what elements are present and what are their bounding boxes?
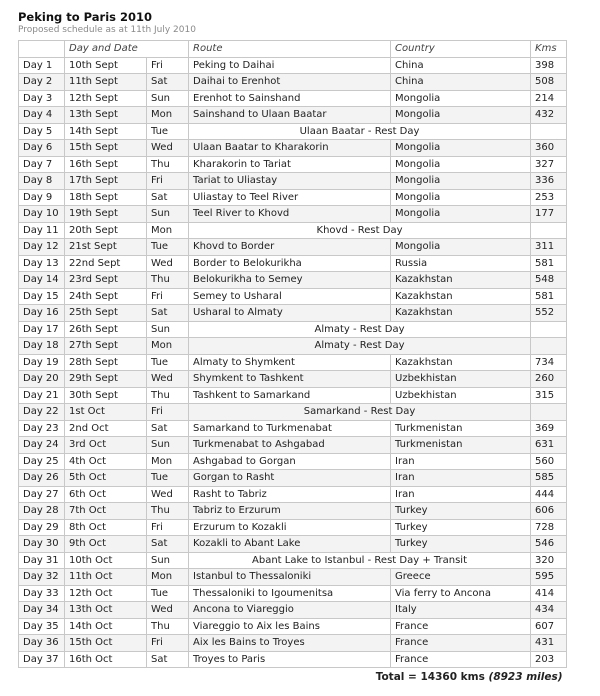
cell-kms: 214 [531, 90, 567, 107]
table-body [19, 57, 567, 668]
cell-date: 19th Sept [65, 206, 147, 223]
cell-day: Day 30 [19, 536, 65, 553]
cell-date: 2nd Oct [65, 420, 147, 437]
cell-day: Day 21 [19, 387, 65, 404]
cell-weekday: Thu [147, 387, 189, 404]
cell-weekday: Wed [147, 602, 189, 619]
cell-route: Kharakorin to Tariat [189, 156, 391, 173]
cell-kms [531, 123, 567, 140]
cell-country: Uzbekhistan [391, 371, 531, 388]
cell-rest-day: Almaty - Rest Day [189, 321, 531, 338]
table-row [19, 585, 567, 602]
cell-kms: 606 [531, 503, 567, 520]
cell-weekday: Mon [147, 107, 189, 124]
cell-country: Turkmenistan [391, 420, 531, 437]
cell-kms: 548 [531, 272, 567, 289]
table-row [19, 437, 567, 454]
cell-kms: 414 [531, 585, 567, 602]
cell-date: 24th Sept [65, 288, 147, 305]
cell-weekday: Wed [147, 371, 189, 388]
page-title: Peking to Paris 2010 [18, 10, 152, 24]
table-row [19, 519, 567, 536]
cell-weekday: Tue [147, 470, 189, 487]
table-row [19, 222, 567, 239]
cell-kms: 327 [531, 156, 567, 173]
cell-country: Greece [391, 569, 531, 586]
cell-date: 23rd Sept [65, 272, 147, 289]
cell-day: Day 10 [19, 206, 65, 223]
cell-date: 5th Oct [65, 470, 147, 487]
cell-kms: 315 [531, 387, 567, 404]
cell-kms: 508 [531, 74, 567, 91]
cell-country: Mongolia [391, 107, 531, 124]
cell-country: France [391, 635, 531, 652]
cell-country: Kazakhstan [391, 354, 531, 371]
table-row [19, 156, 567, 173]
cell-route: Khovd to Border [189, 239, 391, 256]
cell-day: Day 23 [19, 420, 65, 437]
cell-kms: 631 [531, 437, 567, 454]
table-row [19, 453, 567, 470]
total-row [19, 668, 567, 686]
table-row [19, 140, 567, 157]
cell-weekday: Sun [147, 321, 189, 338]
cell-rest-day: Ulaan Baatar - Rest Day [189, 123, 531, 140]
cell-day: Day 25 [19, 453, 65, 470]
cell-country: Iran [391, 453, 531, 470]
total-kms: Total = 14360 kms [375, 671, 485, 684]
cell-country: Kazakhstan [391, 272, 531, 289]
cell-date: 12th Sept [65, 90, 147, 107]
cell-country: Mongolia [391, 173, 531, 190]
table-row [19, 635, 567, 652]
cell-weekday: Fri [147, 519, 189, 536]
cell-day: Day 35 [19, 618, 65, 635]
table-row [19, 288, 567, 305]
table-row [19, 255, 567, 272]
table-row [19, 503, 567, 520]
table-row [19, 569, 567, 586]
table-row [19, 602, 567, 619]
cell-date: 26th Sept [65, 321, 147, 338]
cell-rest-day: Abant Lake to Istanbul - Rest Day + Transit [189, 552, 531, 569]
cell-day: Day 3 [19, 90, 65, 107]
cell-day: Day 8 [19, 173, 65, 190]
cell-date: 27th Sept [65, 338, 147, 355]
cell-day: Day 1 [19, 57, 65, 74]
cell-kms: 560 [531, 453, 567, 470]
cell-weekday: Mon [147, 569, 189, 586]
table-row [19, 107, 567, 124]
cell-weekday: Sun [147, 552, 189, 569]
cell-date: 6th Oct [65, 486, 147, 503]
cell-weekday: Sun [147, 437, 189, 454]
cell-weekday: Sat [147, 536, 189, 553]
cell-weekday: Sun [147, 90, 189, 107]
cell-date: 22nd Sept [65, 255, 147, 272]
cell-weekday: Thu [147, 272, 189, 289]
cell-route: Aix les Bains to Troyes [189, 635, 391, 652]
cell-kms: 320 [531, 552, 567, 569]
cell-kms: 581 [531, 288, 567, 305]
cell-country: Mongolia [391, 189, 531, 206]
cell-country: Turkey [391, 503, 531, 520]
cell-kms: 432 [531, 107, 567, 124]
cell-route: Border to Belokurikha [189, 255, 391, 272]
total-miles: (8923 miles) [488, 671, 563, 684]
cell-kms: 728 [531, 519, 567, 536]
cell-day: Day 19 [19, 354, 65, 371]
cell-weekday: Tue [147, 585, 189, 602]
cell-day: Day 5 [19, 123, 65, 140]
cell-weekday: Mon [147, 338, 189, 355]
cell-country: Turkmenistan [391, 437, 531, 454]
cell-rest-day: Almaty - Rest Day [189, 338, 531, 355]
cell-route: Sainshand to Ulaan Baatar [189, 107, 391, 124]
cell-weekday: Sat [147, 651, 189, 668]
cell-day: Day 15 [19, 288, 65, 305]
table-row [19, 404, 567, 421]
cell-day: Day 31 [19, 552, 65, 569]
cell-country: Kazakhstan [391, 305, 531, 322]
table-row [19, 420, 567, 437]
table-row [19, 354, 567, 371]
cell-kms: 177 [531, 206, 567, 223]
cell-weekday: Fri [147, 404, 189, 421]
cell-weekday: Fri [147, 288, 189, 305]
cell-kms: 336 [531, 173, 567, 190]
cell-route: Samarkand to Turkmenabat [189, 420, 391, 437]
cell-date: 25th Sept [65, 305, 147, 322]
cell-day: Day 28 [19, 503, 65, 520]
cell-date: 7th Oct [65, 503, 147, 520]
cell-weekday: Thu [147, 156, 189, 173]
cell-day: Day 32 [19, 569, 65, 586]
table-row [19, 74, 567, 91]
cell-kms [531, 321, 567, 338]
cell-kms: 585 [531, 470, 567, 487]
table-row [19, 536, 567, 553]
cell-weekday: Mon [147, 222, 189, 239]
cell-route: Tashkent to Samarkand [189, 387, 391, 404]
cell-date: 11th Oct [65, 569, 147, 586]
cell-date: 21st Sept [65, 239, 147, 256]
cell-day: Day 14 [19, 272, 65, 289]
cell-day: Day 22 [19, 404, 65, 421]
total-cell [19, 668, 567, 686]
cell-country: China [391, 74, 531, 91]
cell-date: 28th Sept [65, 354, 147, 371]
cell-kms: 203 [531, 651, 567, 668]
cell-date: 15th Oct [65, 635, 147, 652]
cell-kms: 431 [531, 635, 567, 652]
cell-kms: 595 [531, 569, 567, 586]
cell-country: Iran [391, 470, 531, 487]
cell-kms: 444 [531, 486, 567, 503]
cell-weekday: Sun [147, 206, 189, 223]
cell-route: Istanbul to Thessaloniki [189, 569, 391, 586]
table-row [19, 90, 567, 107]
cell-day: Day 34 [19, 602, 65, 619]
cell-rest-day: Samarkand - Rest Day [189, 404, 531, 421]
cell-date: 16th Oct [65, 651, 147, 668]
cell-kms: 398 [531, 57, 567, 74]
cell-day: Day 12 [19, 239, 65, 256]
cell-date: 12th Oct [65, 585, 147, 602]
cell-day: Day 4 [19, 107, 65, 124]
cell-kms: 546 [531, 536, 567, 553]
header-day-and-date: Day and Date [65, 41, 189, 58]
cell-rest-day: Khovd - Rest Day [189, 222, 531, 239]
table-row [19, 618, 567, 635]
cell-day: Day 16 [19, 305, 65, 322]
cell-date: 13th Oct [65, 602, 147, 619]
table-header-row [19, 41, 567, 58]
cell-kms: 260 [531, 371, 567, 388]
cell-day: Day 29 [19, 519, 65, 536]
cell-day: Day 7 [19, 156, 65, 173]
table-row [19, 552, 567, 569]
cell-country: Turkey [391, 536, 531, 553]
cell-date: 13th Sept [65, 107, 147, 124]
cell-weekday: Fri [147, 173, 189, 190]
cell-route: Teel River to Khovd [189, 206, 391, 223]
cell-date: 18th Sept [65, 189, 147, 206]
cell-date: 20th Sept [65, 222, 147, 239]
cell-kms [531, 222, 567, 239]
cell-kms: 734 [531, 354, 567, 371]
table-row [19, 387, 567, 404]
cell-route: Gorgan to Rasht [189, 470, 391, 487]
cell-weekday: Wed [147, 486, 189, 503]
cell-route: Turkmenabat to Ashgabad [189, 437, 391, 454]
cell-route: Shymkent to Tashkent [189, 371, 391, 388]
cell-route: Troyes to Paris [189, 651, 391, 668]
cell-weekday: Sat [147, 189, 189, 206]
header-day-blank [19, 41, 65, 58]
cell-weekday: Tue [147, 354, 189, 371]
cell-country: Mongolia [391, 140, 531, 157]
cell-route: Usharal to Almaty [189, 305, 391, 322]
table-row [19, 486, 567, 503]
cell-kms: 607 [531, 618, 567, 635]
cell-route: Peking to Daihai [189, 57, 391, 74]
cell-country: Mongolia [391, 239, 531, 256]
cell-date: 10th Sept [65, 57, 147, 74]
cell-kms: 552 [531, 305, 567, 322]
cell-date: 14th Oct [65, 618, 147, 635]
cell-route: Erzurum to Kozakli [189, 519, 391, 536]
cell-date: 10th Oct [65, 552, 147, 569]
table-row [19, 470, 567, 487]
cell-day: Day 26 [19, 470, 65, 487]
cell-route: Ashgabad to Gorgan [189, 453, 391, 470]
cell-day: Day 20 [19, 371, 65, 388]
cell-weekday: Thu [147, 618, 189, 635]
cell-date: 3rd Oct [65, 437, 147, 454]
cell-country: Mongolia [391, 156, 531, 173]
cell-route: Belokurikha to Semey [189, 272, 391, 289]
cell-date: 8th Oct [65, 519, 147, 536]
cell-weekday: Wed [147, 140, 189, 157]
cell-weekday: Sat [147, 305, 189, 322]
cell-date: 1st Oct [65, 404, 147, 421]
table-row [19, 321, 567, 338]
table-row [19, 239, 567, 256]
cell-country: Uzbekhistan [391, 387, 531, 404]
cell-day: Day 36 [19, 635, 65, 652]
cell-country: Mongolia [391, 206, 531, 223]
cell-date: 16th Sept [65, 156, 147, 173]
cell-kms [531, 404, 567, 421]
table-row [19, 206, 567, 223]
cell-country: Mongolia [391, 90, 531, 107]
cell-country: Turkey [391, 519, 531, 536]
table-row [19, 57, 567, 74]
cell-route: Almaty to Shymkent [189, 354, 391, 371]
cell-weekday: Wed [147, 255, 189, 272]
cell-kms: 369 [531, 420, 567, 437]
cell-weekday: Sat [147, 74, 189, 91]
cell-day: Day 33 [19, 585, 65, 602]
cell-kms: 360 [531, 140, 567, 157]
cell-route: Ulaan Baatar to Kharakorin [189, 140, 391, 157]
header-country: Country [391, 41, 531, 58]
cell-date: 14th Sept [65, 123, 147, 140]
cell-weekday: Tue [147, 123, 189, 140]
cell-weekday: Mon [147, 453, 189, 470]
cell-country: France [391, 618, 531, 635]
table-row [19, 189, 567, 206]
cell-route: Tabriz to Erzurum [189, 503, 391, 520]
cell-day: Day 9 [19, 189, 65, 206]
cell-country: Via ferry to Ancona [391, 585, 531, 602]
table-row [19, 371, 567, 388]
cell-route: Ancona to Viareggio [189, 602, 391, 619]
header-kms: Kms [531, 41, 567, 58]
cell-route: Uliastay to Teel River [189, 189, 391, 206]
cell-route: Erenhot to Sainshand [189, 90, 391, 107]
cell-day: Day 37 [19, 651, 65, 668]
table-row [19, 272, 567, 289]
cell-weekday: Thu [147, 503, 189, 520]
cell-kms: 311 [531, 239, 567, 256]
cell-date: 17th Sept [65, 173, 147, 190]
cell-kms [531, 338, 567, 355]
cell-route: Semey to Usharal [189, 288, 391, 305]
cell-country: Kazakhstan [391, 288, 531, 305]
cell-weekday: Sat [147, 420, 189, 437]
cell-date: 11th Sept [65, 74, 147, 91]
schedule-document [18, 10, 566, 686]
table-row [19, 123, 567, 140]
cell-country: China [391, 57, 531, 74]
cell-country: Italy [391, 602, 531, 619]
cell-day: Day 18 [19, 338, 65, 355]
cell-day: Day 2 [19, 74, 65, 91]
cell-day: Day 13 [19, 255, 65, 272]
cell-day: Day 17 [19, 321, 65, 338]
page-subtitle: Proposed schedule as at 11th July 2010 [18, 25, 196, 35]
table-row [19, 305, 567, 322]
table-row [19, 173, 567, 190]
cell-day: Day 24 [19, 437, 65, 454]
cell-route: Kozakli to Abant Lake [189, 536, 391, 553]
table-row [19, 338, 567, 355]
cell-country: Iran [391, 486, 531, 503]
cell-country: Russia [391, 255, 531, 272]
cell-date: 29th Sept [65, 371, 147, 388]
cell-weekday: Fri [147, 635, 189, 652]
cell-weekday: Fri [147, 57, 189, 74]
cell-kms: 253 [531, 189, 567, 206]
cell-date: 30th Sept [65, 387, 147, 404]
cell-weekday: Tue [147, 239, 189, 256]
cell-kms: 434 [531, 602, 567, 619]
cell-country: France [391, 651, 531, 668]
cell-date: 4th Oct [65, 453, 147, 470]
cell-kms: 581 [531, 255, 567, 272]
cell-day: Day 11 [19, 222, 65, 239]
cell-date: 15th Sept [65, 140, 147, 157]
cell-date: 9th Oct [65, 536, 147, 553]
table-row [19, 651, 567, 668]
cell-route: Rasht to Tabriz [189, 486, 391, 503]
cell-day: Day 27 [19, 486, 65, 503]
header-route: Route [189, 41, 391, 58]
cell-day: Day 6 [19, 140, 65, 157]
cell-route: Viareggio to Aix les Bains [189, 618, 391, 635]
schedule-table [18, 40, 567, 686]
cell-route: Tariat to Uliastay [189, 173, 391, 190]
cell-route: Daihai to Erenhot [189, 74, 391, 91]
cell-route: Thessaloniki to Igoumenitsa [189, 585, 391, 602]
